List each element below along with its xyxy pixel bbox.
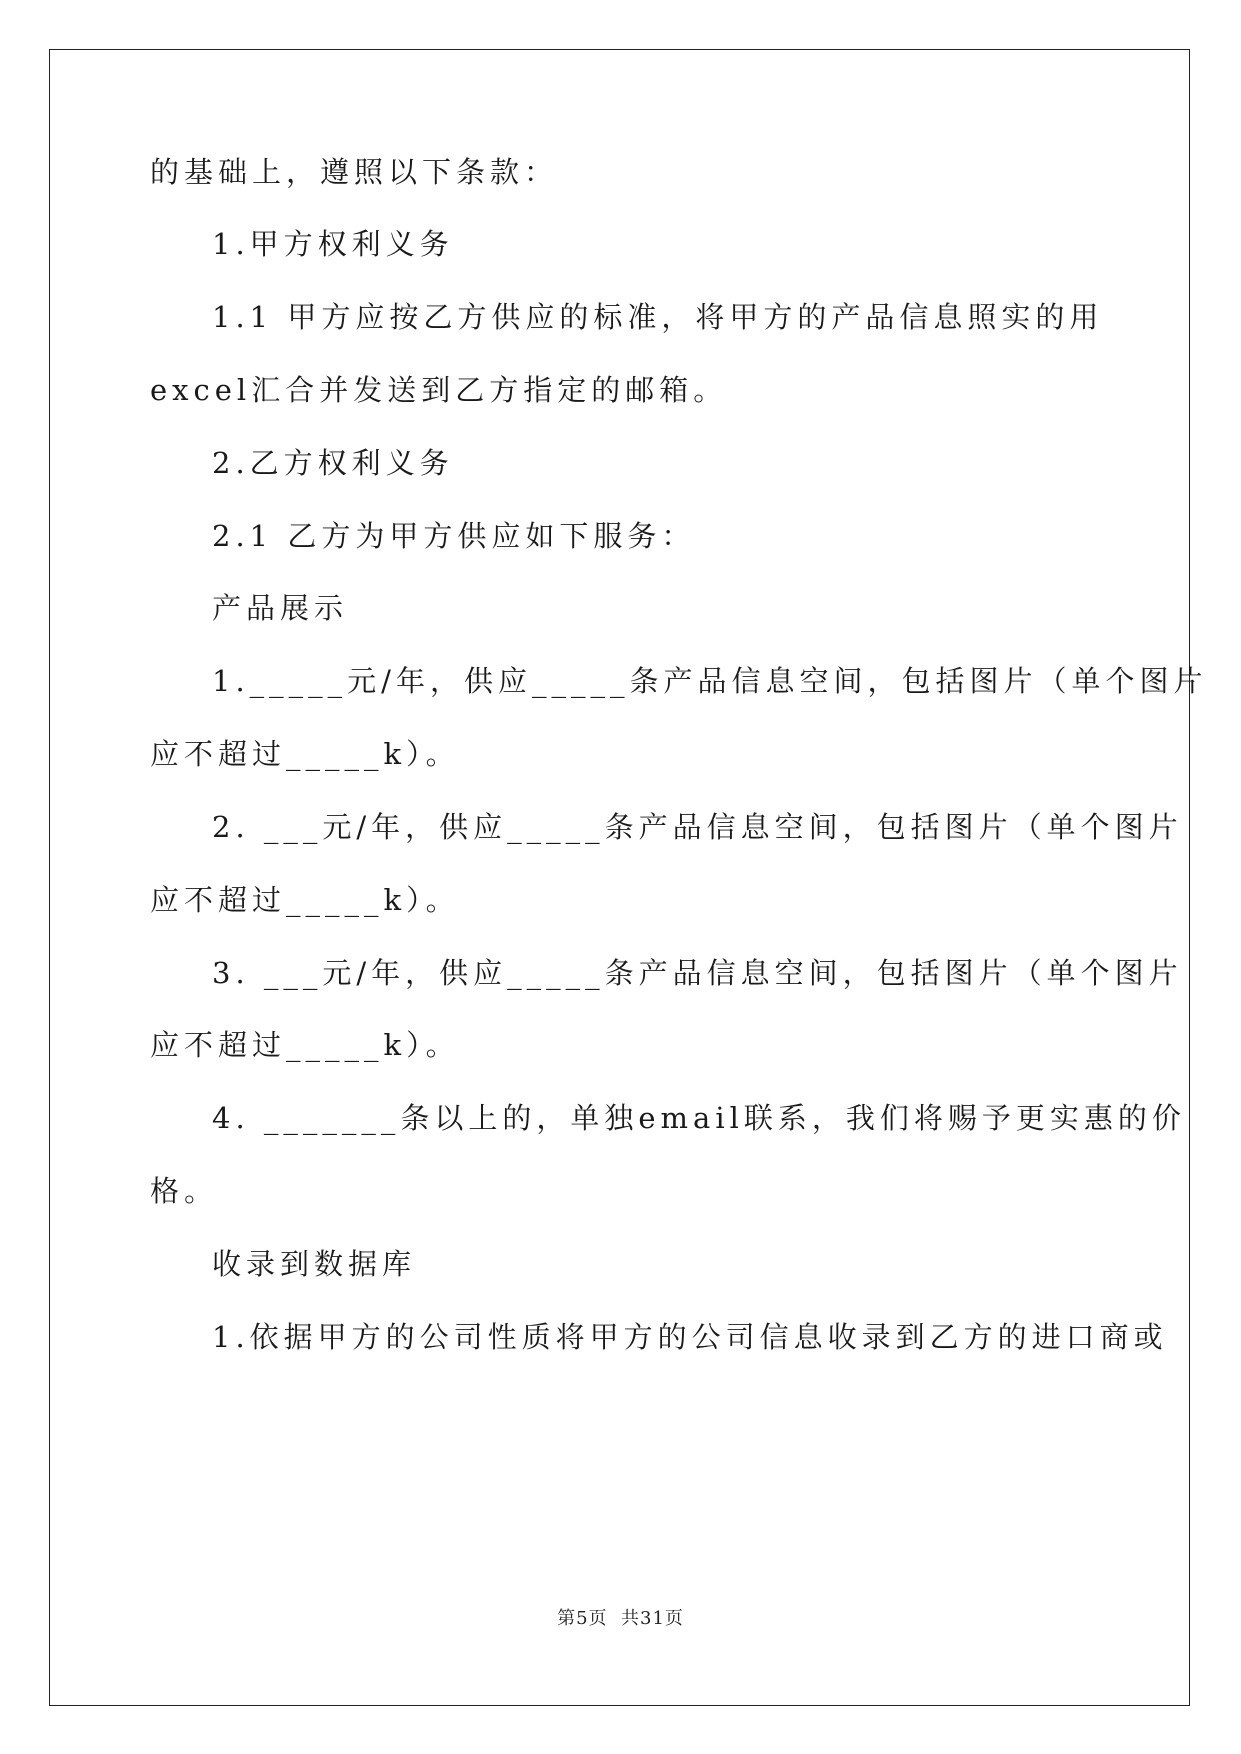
text-line: 1._____元/年，供应_____条产品信息空间，包括图片（单个图片 (212, 664, 1208, 698)
subheading-database-listing: 收录到数据库 (212, 1247, 417, 1281)
page-number-footer: 第5页 共31页 (557, 1608, 684, 1629)
text-line: 4. _______条以上的，单独email联系，我们将赐予更实惠的价 (212, 1101, 1186, 1135)
page-border (49, 49, 1190, 1706)
text-line: 2. ___元/年，供应_____条产品信息空间，包括图片（单个图片 (212, 810, 1183, 844)
text-line: 1.1 甲方应按乙方供应的标准，将甲方的产品信息照实的用 (212, 300, 1104, 334)
text-line: excel汇合并发送到乙方指定的邮箱。 (150, 373, 728, 407)
subheading-product-display: 产品展示 (212, 591, 349, 625)
section-heading-party-b: 2.乙方权利义务 (212, 446, 454, 480)
section-heading-party-a: 1.甲方权利义务 (212, 227, 454, 261)
text-line: 3. ___元/年，供应_____条产品信息空间，包括图片（单个图片 (212, 956, 1183, 990)
text-line: 格。 (150, 1174, 219, 1208)
text-line: 应不超过_____k）。 (150, 883, 460, 917)
text-line: 的基础上，遵照以下条款： (150, 155, 559, 189)
text-line: 1.依据甲方的公司性质将甲方的公司信息收录到乙方的进口商或 (212, 1320, 1168, 1354)
text-line: 应不超过_____k）。 (150, 737, 460, 771)
text-line: 应不超过_____k）。 (150, 1028, 460, 1062)
text-line: 2.1 乙方为甲方供应如下服务： (212, 519, 696, 553)
